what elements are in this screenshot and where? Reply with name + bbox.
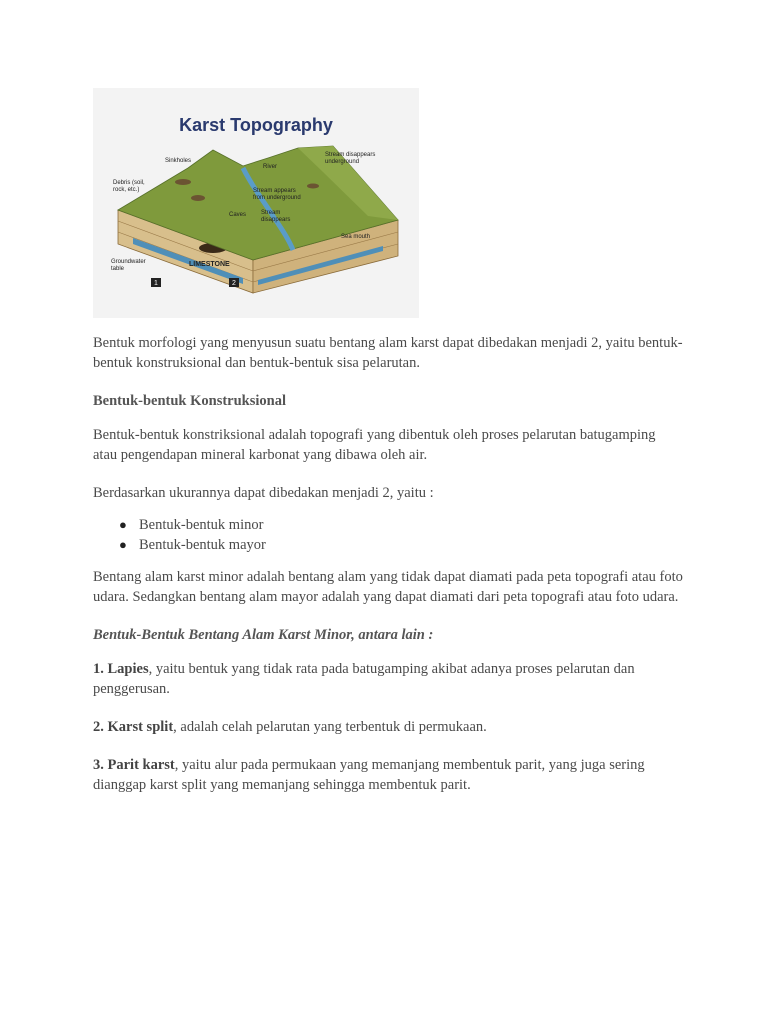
definition-term: 2. Karst split: [93, 719, 174, 735]
label-debris-1: Debris (soil,: [113, 180, 145, 186]
label-sea-mouth: Sea mouth: [341, 234, 371, 240]
definition-text: , yaitu alur pada permukaan yang memanjang membentuk parit, yang juga sering dianggap karst split yang memanjang sehingga membentuk parit.: [93, 757, 645, 793]
label-stream-2: disappears: [261, 217, 291, 223]
definition-item: [93, 659, 683, 699]
label-groundwater-2: table: [111, 266, 125, 272]
label-stream-disappears-1: Stream disappears: [325, 152, 376, 158]
label-groundwater-1: Groundwater: [111, 259, 146, 265]
label-caves: Caves: [229, 212, 247, 218]
label-stream-appears-1: Stream appears: [253, 188, 296, 194]
list-item: [119, 515, 683, 535]
sinkhole-2: [191, 195, 205, 201]
sinkhole-1: [175, 179, 191, 185]
label-stream-appears-2: from underground: [253, 195, 301, 201]
definition-text: , adalah celah pelarutan yang terbentuk di permukaan.: [173, 719, 487, 735]
document-page: [93, 88, 683, 795]
definition-item: [93, 755, 683, 795]
karst-topography-figure: [93, 88, 419, 318]
section1-paragraph-1: Bentuk-bentuk konstriksional adalah topografi yang dibentuk oleh proses pelarutan batugamping atau pengendapan mineral karbonat yang dibawa oleh air.: [93, 427, 656, 463]
label-debris-2: rock, etc.): [113, 187, 140, 193]
label-river: River: [263, 164, 278, 170]
section1-paragraph-2: Berdasarkan ukurannya dapat dibedakan menjadi 2, yaitu :: [93, 485, 434, 501]
definition-item: [93, 717, 683, 737]
section1-heading: Bentuk-bentuk Konstruksional: [93, 393, 286, 409]
bullet-icon: ●: [119, 537, 127, 552]
list-item-label: Bentuk-bentuk minor: [139, 517, 264, 533]
label-sinkholes: Sinkholes: [165, 158, 192, 164]
list-item: [119, 535, 683, 555]
label-stream-1: Stream: [261, 210, 281, 216]
definition-term: 1. Lapies: [93, 661, 149, 677]
section1-paragraph-3: Bentang alam karst minor adalah bentang alam yang tidak dapat diamati pada peta topografi atau foto udara. Sedangkan bentang alam mayor adalah yang dapat diamati dari peta topografi atau foto udara.: [93, 569, 683, 605]
label-limestone: LIMESTONE: [189, 261, 230, 268]
marker-1: 1: [154, 280, 158, 287]
bullet-list: [93, 515, 683, 555]
section2-heading: Bentuk-Bentuk Bentang Alam Karst Minor, antara lain :: [93, 627, 434, 643]
marker-2: 2: [232, 280, 236, 287]
intro-paragraph: Bentuk morfologi yang menyusun suatu bentang alam karst dapat dibedakan menjadi 2, yaitu bentuk-bentuk konstruksional dan bentuk-bentuk sisa pelarutan.: [93, 335, 683, 371]
definition-term: 3. Parit karst: [93, 757, 175, 773]
label-stream-disappears-2: underground: [325, 159, 360, 165]
bullet-icon: ●: [119, 517, 127, 532]
karst-diagram: [93, 88, 419, 318]
list-item-label: Bentuk-bentuk mayor: [139, 537, 266, 553]
figure-title: Karst Topography: [179, 115, 333, 135]
definition-text: , yaitu bentuk yang tidak rata pada batugamping akibat adanya proses pelarutan dan penggerusan.: [93, 661, 635, 697]
sinkhole-3: [307, 184, 319, 189]
